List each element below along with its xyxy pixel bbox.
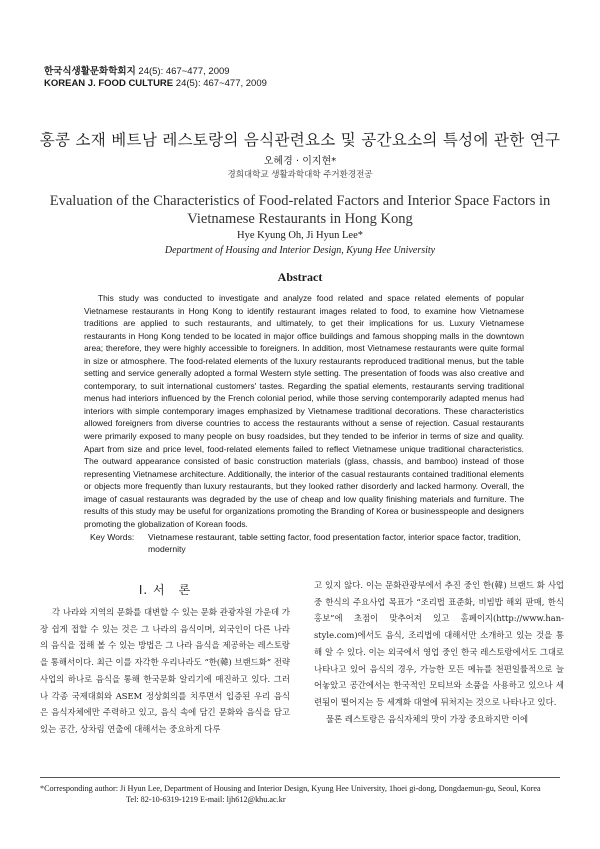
journal-kr-name: 한국식생활문화학회지 [44,66,136,77]
right-column-paragraph-2: 물론 레스토랑은 음식자체의 맛이 가장 중요하지만 이에 [326,713,529,724]
journal-en-line [44,78,267,90]
section-heading-introduction: I. 서 론 [138,583,192,597]
abstract-body: This study was conducted to investigate and analyze food related and space related elements of popular Vietnamese restaurants in Hong Kong to identify restaurant images related to food, to examine how Vietnamese traditions are applied to such restaurants, and ultimately, to get their implications for us. Luxury Vietnamese restaurants in Hong Kong tended to be located in major office buildings and famous shopping malls in the downtown area; therefore, they were highly accessible to foreigners. In addition, most Vietnamese restaurants were quite formal in size or atmosphere. The food-related elements of the luxury restaurants reproduced traditional menus, but the table setting and service generally adopted a formal Western style setting. The presentation of foods was also creative and contemporary, to suit international customers' tastes. Regarding the spatial elements, restaurants serving traditional menus had interiors influenced by the French colonial period, while those serving contemporarily adapted menus had interiors with simple contemporary images emphasized by Vietnamese traditional decorations. These characteristics allowed foreigners from diverse countries to access the restaurants without a sense of rejection. Casual restaurants were primarily exposed to many people on busy roadsides, but they tended to be inferior in terms of size and quality. Apart from size and price level, food-related elements failed to reflect Vietnamese unique traditional characteristics. The outward appearance consisted of basic construction materials (glass, chassis, and bamboo) instead of those representing Vietnamese architecture. Additionally, the interior of the casual restaurants contained traditional elements or objects more frequently than luxury restaurants, but they looked rather disorderly and lacked harmony. Overall, the image of casual restaurants was degraded by the use of cheap and low quality finishing materials and furniture. The results of this study may be useful for organizations promoting the Branding of Korea or businesspeople and designers promoting the globalization of Korean foods. [84,293,524,529]
abstract-heading: Abstract [277,270,323,284]
journal-en-name: KOREAN J. FOOD CULTURE [44,78,174,89]
keywords-list: Vietnamese restaurant, table setting factor, food presentation factor, interior space factor, tradition, modernity [148,532,521,554]
footnote-corresponding-author: *Corresponding author: Ji Hyun Lee, Department of Housing and Interior Design, Kyung Hee University, 1hoei gi-dong, Dongdaemun-gu, Seoul, Korea [40,784,541,793]
journal-kr-issue: 24(5): 467~477, 2009 [138,66,230,77]
footnote [40,783,560,805]
left-column-paragraph: 각 나라와 지역의 문화를 대변할 수 있는 문화 관광자원 가운데 가장 쉽게 접할 수 있는 것은 그 나라의 음식이며, 외국인이 다른 나라의 음식을 접해 볼 수 있는 방법은 그 나라 음식을 제공하는 레스토랑을 통해서이다. 최근 이를 자각한 우리나라도 “한(韓) 브랜드화” 전략사업의 하나로 음식을 통해 한국문화 알리기에 매진하고 있다. 그러나 각종 국제대회와 ASEM 정상회의를 치루면서 입증된 우리 음식은 음식자체에만 주력하고 있고, 음식 속에 담긴 문화와 음식을 담고 있는 공간, 상차림 연출에 대해서는 중요하게 다루 [40,607,290,734]
journal-header [44,66,267,90]
english-affiliation: Department of Housing and Interior Design, Kyung Hee University [164,245,436,256]
footnote-divider [40,777,560,778]
korean-title: 홍콩 소재 베트남 레스토랑의 음식관련요소 및 공간요소의 특성에 관한 연구 [39,131,561,149]
journal-kr-line [44,66,267,78]
keywords [84,531,524,555]
english-title [40,192,560,228]
english-title-line-1: Evaluation of the Characteristics of Food-related Factors and Interior Space Factors in [49,193,551,209]
right-column [314,577,564,727]
english-authors: Hye Kyung Oh, Ji Hyun Lee* [237,230,363,241]
right-column-paragraph-1: 고 있지 않다. 이는 문화관광부에서 추진 중인 한(韓) 브랜드 화 사업 중 한식의 주요사업 목표가 “조리법 표준화, 비빔밥 해외 판매, 한식 홍보”에 초점이 맞추어져 있고 홈페이지(http://www.han-style.com)에서도 음식, 조리법에 대해서만 소개하고 있는 것을 통해 알 수 있다. 이는 외국에서 영업 중인 한국 레스토랑에서도 그대로 나타나고 있어 음식의 경우, 가능한 모든 메뉴를 천편일률적으로 늘어놓았고 공간에서는 한국적인 모티브와 소품을 사용하고 있으나 세련됨이 떨어지는 등 세계화 대열에 뒤처지는 것으로 나타나고 있다. [314,580,564,707]
keywords-label: Key Words: [90,532,135,542]
footnote-contact: Tel: 82-10-6319-1219 E-mail: ljh612@khu.ac.kr [126,795,286,804]
korean-authors: 오혜경 · 이지현* [263,156,337,167]
journal-en-issue: 24(5): 467~477, 2009 [175,78,267,89]
korean-affiliation: 경희대학교 생활과학대학 주거환경전공 [227,170,373,180]
english-title-line-2: Vietnamese Restaurants in Hong Kong [187,211,413,227]
